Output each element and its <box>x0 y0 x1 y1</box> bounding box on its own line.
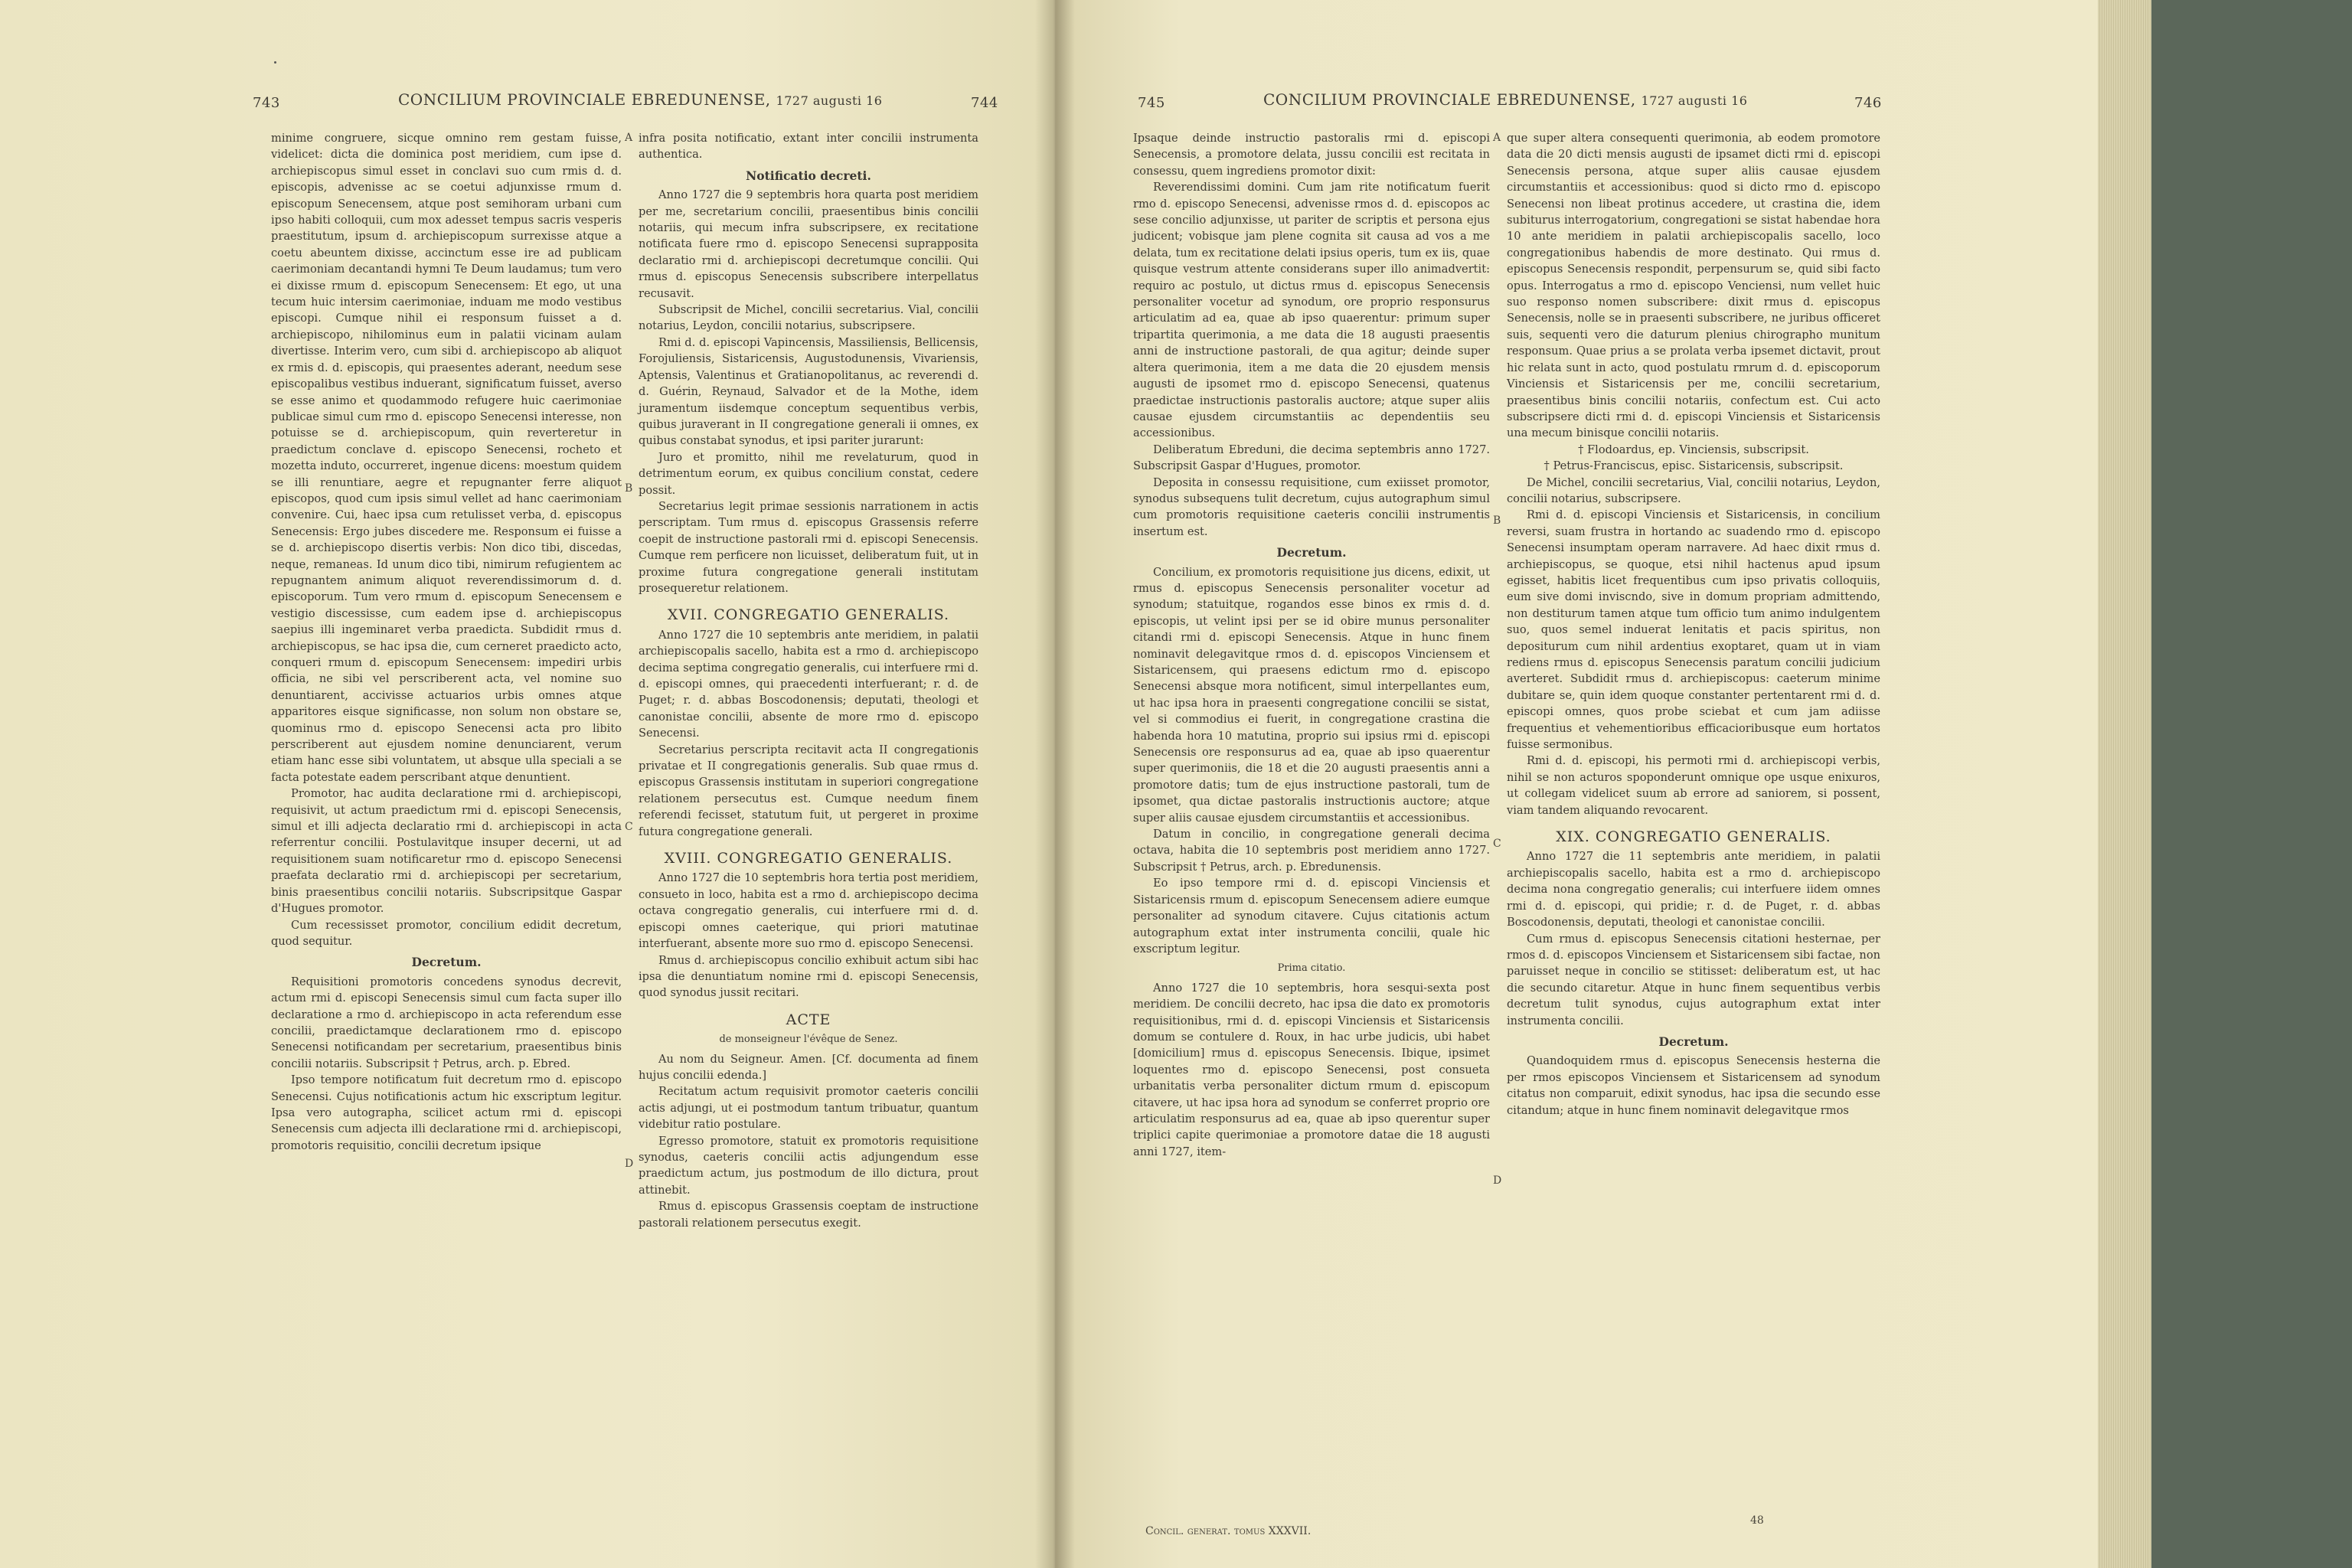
margin-letter-c: C <box>1493 838 1501 850</box>
speck <box>274 61 276 64</box>
paragraph: Ipso tempore notificatum fuit decretum rmo d. episcopo Senecensi. Cujus notificationis actum hic exscriptum legitur. Ipsa vero autographa, scilicet actum rmi d. episcopi Senecensis cum adjecta illi declaratione rmi d. archiepiscopi, promotoris requisitio, concilii decretum ipsique <box>271 1073 622 1152</box>
left-column-2 <box>639 130 978 1231</box>
paragraph: Deposita in consessu requisitione, cum exiisset promotor, synodus subsequens tulit decretum, cujus autographum simul cum promotoris requisitione caeteris concilii instrumentis insertum est. <box>1133 475 1490 538</box>
paragraph: infra posita notificatio, extant inter concilii instrumenta authentica. <box>639 132 978 162</box>
paragraph: Rmi d. d. episcopi Vinciensis et Sistaricensis, in concilium reversi, suam frustra in hortando ac suadendo rmo d. episcopo Senecensi insumptam operam narravere. Ad haec dixit rmus d. archiepiscopus, se quoque, etsi nihil hactenus apud ipsum egisset, habitis licet frequentibus cum ipso privatis colloquiis, eum sive domi inviscndo, sive in domum propriam admittendo, non destiturum tamen atque tum officio tum animo indulgentem suo, quos semel induerat lenitatis et pacis spiritus, non depositurum cum nihil ardentius exoptaret, quam ut in viam rediens rmus d. episcopus Senecensis paratum concilii judicium averteret. Subdidit rmus d. archiepiscopus: caeterum minime dubitare se, quin idem quoque constanter pertentarent rmi d. d. episcopi omnes, quos probe sciebat et cum jam adiisse frequentius et vehementioribus efficacioribusque eum hortatos fuisse sermonibus. <box>1507 508 1880 752</box>
text-line: † Flodoardus, ep. Vinciensis, subscripsit. <box>1578 443 1809 456</box>
margin-letter-b: B <box>625 482 633 495</box>
running-title: CONCILIUM PROVINCIALE EBREDUNENSE, 1727 augusti 16 <box>1263 90 1748 109</box>
paragraph: Rmus d. archiepiscopus concilio exhibuit actum sibi hac ipsa die denuntiatum nomine rmi d. episcopi Senecensis, quod synodus jussit recitari. <box>639 953 978 1000</box>
running-title: CONCILIUM PROVINCIALE EBREDUNENSE, 1727 augusti 16 <box>398 90 883 109</box>
margin-letter-d: D <box>625 1158 634 1170</box>
paragraph: Secretarius perscripta recitavit acta II congregationis privatae et II congregationis generalis. Sub quae rmus d. episcopus Grassensis institutam in superiori congregatione relationem persecutus est. Cumque needum finem referendi fecisset, statutum fuit, ut pergeret in proxime futura congregatione generali. <box>639 743 978 838</box>
paragraph: Egresso promotore, statuit ex promotoris requisitione synodus, caeteris concilii actis adjungendum esse praedictum actum, jus postmodum de illo dictura, prout attinebit. <box>639 1134 978 1197</box>
paragraph: Eo ipso tempore rmi d. d. episcopi Vinciensis et Sistaricensis rmum d. episcopum Senecensem adiere eumque personaliter ad synodum citavere. Cujus citationis actum autographum extat inter instrumenta concilii, quale hic exscriptum legitur. <box>1133 877 1490 956</box>
section-heading: Decretum. <box>1658 1034 1729 1049</box>
section-heading: Notificatio decreti. <box>746 168 871 183</box>
signature-mark: Concil. generat. tomus XXXVII. <box>1145 1525 1312 1537</box>
margin-letter-d: D <box>1493 1174 1502 1187</box>
paragraph: Cum recessisset promotor, concilium edidit decretum, quod sequitur. <box>271 918 622 948</box>
paragraph: minime congruere, sicque omnino rem gestam fuisse, videlicet: dicta die dominica post meridiem, cum ipse d. archiepiscopus simul esset in conclavi suo cum rmis d. d. episcopis, advenisse ac se coetui adjunxisse rmum d. episcopum Senecensem, atque post semihoram urbani cum ipso habiti colloquii, cum mox adesset tempus sacris vesperis praestitutum, ipsum d. archiepiscopum surrexisse atque a coetu abeuntem dixisse, accinctum esse ire ad publicam caerimoniam decantandi hymni Te Deum laudamus; tum vero ei dixisse rmum d. episcopum Senecensem: Et ego, ut una tecum huic intersim caerimoniae, induam me modo vestibus episcopi. Cumque nihil ei responsum fuisset a d. archiepiscopo, nihilominus eum in palatii vicinam aulam divertisse. Interim vero, cum sibi d. archiepiscopo ab aliquot ex rmis d. d. episcopis, qui praesentes aderant, needum sese episcopalibus vestibus induerant, significatum fuisset, averso se esse animo et quodammodo refugere huic caerimoniae publicae simul cum rmo d. episcopo Senecensi interesse, non potuisse se d. archiepiscopum, quin reverteretur in praedictum conclave d. episcopo Senecensi, rocheto et mozetta induto, occurreret, ingenue dicens: moestum quidem se illi renuntiare, aegre et repugnanter ferre aliquot episcopos, quod cum ipsis simul vellet ad hanc caerimoniam convenire. Cui, haec ipsa cum retulisset verba, d. episcopus Senecensis: Ergo jubes discedere me. Responsum ei fuisse a se d. archiepiscopo disertis verbis: Non dico tibi, discedas, neque, remaneas. Id unum dico tibi, nimirum refugientem ac repugnantem animum aliquot reverendissimorum d. d. episcoporum. Tum vero rmum d. episcopum Senecensem e vestigio discessisse, cum eadem ipse d. archiepiscopus saepius illi ingeminaret verba praedicta. Subdidit rmus d. archiepiscopus, se hac ipsa die, cum cerneret praedicto acto, conqueri rmum d. episcopum Senecensem: impediri urbis officia, ne sibi vel perscriberent acta, vel nomine suo denuntiarent, accivisse actuarios urbis omnes atque apparitores eisque significasse, non solum non obstare se, quominus rmo d. episcopo Senecensi acta pro libito perscriberent aut ejusdem nomine denunciarent, verum etiam hanc esse sibi voluntatem, ut absque ulla speciali a se facta potestate eadem perscribant atque denuntient. <box>271 132 622 784</box>
paragraph: De Michel, concilii secretarius, Vial, concilii notarius, Leydon, concilii notarius, subscripsere. <box>1507 475 1880 505</box>
paragraph: que super altera consequenti querimonia, ab eodem promotore data die 20 dicti mensis augusti de ipsamet dicti rmi d. episcopi Senecensis persona, atque super aliis causae ejusdem circumstantiis et accessionibus: quod si dicto rmo d. episcopo Senecensi non libeat protinus accedere, ut crastina die, idem subiturus interrogatorium, congregationi se sistat habendae hora 10 ante meridiem in palatii archiepiscopalis sacello, loco congregationibus habendis de more destinato. Qui rmus d. episcopus Senecensis respondit, perpensurum se, quid sibi facto opus. Interrogatus a rmo d. episcopo Venciensi, num vellet huic suo responso nomen subscribere: dixit rmus d. episcopus Senecensis, nolle se in praesenti subscribere, ne juribus officeret suis, sequenti vero die daturum plenius chirographo munitum responsum. Quae prius a se prolata verba ipsemet dictavit, prout hic relata sunt in acto, quod postulatu rmrum d. d. episcoporum Vinciensis et Sistaricensis per me, concilii secretarium, praesentibus binis concilii notariis, confectum est. Cui acto subscripsere dicti rmi d. d. episcopi Vinciensis et Sistaricensis una mecum binisque concilii notariis. <box>1507 132 1880 440</box>
margin-letter-a: A <box>625 132 633 144</box>
right-page-header <box>1055 90 2098 121</box>
left-page-header <box>0 90 1055 121</box>
text-line: † Petrus-Franciscus, episc. Sistaricensis, subscripsit. <box>1544 459 1844 473</box>
section-heading: Decretum. <box>1276 545 1347 560</box>
paragraph: Ipsaque deinde instructio pastoralis rmi d. episcopi Senecensis, a promotore delata, jussu concilii est recitata in consessu, quem ingrediens promotor dixit: <box>1133 132 1490 178</box>
paragraph: Recitatum actum requisivit promotor caeteris concilii actis adjungi, ut ei postmodum tantum tribuatur, quantum videbitur ratio postulare. <box>639 1085 978 1132</box>
paragraph: Anno 1727 die 11 septembris ante meridiem, in palatii archiepiscopalis sacello, habita est a rmo d. archiepiscopo decima nona congregatio generalis; cui interfuere iidem omnes rmi d. d. episcopi, qui pridie; r. d. de Puget, r. d. abbas Boscodonensis, deputati, theologi et canonistae concilii. <box>1507 850 1880 929</box>
section-heading: Decretum. <box>411 955 482 970</box>
paragraph: Quandoquidem rmus d. episcopus Senecensis hesterna die per rmos episcopos Vinciensem et Sistaricensem ad synodum citatus non comparuit, edixit synodus, hac ipsa die secundo esse citandum; atque in hunc finem nominavit delegavitque rmos <box>1507 1054 1880 1117</box>
paragraph: Anno 1727 die 10 septembris, hora sesqui-sexta post meridiem. De concilii decreto, hac ipsa die dato ex promotoris requisitionibus, rmi d. d. episcopi Vinciensis et Sistaricensis domum se contulere d. Roux, in hac urbe judicis, ubi habet [domicilium] rmus d. episcopus Senecensis. Ibique, ipsimet loquentes rmo d. episcopo Senecensi, post consueta urbanitatis verba personaliter dictum rmum d. episcopum citavere, ut hac ipsa hora ad synodum se conferret proprio ore articulatim responsurus ad ea, quae ab ipso querentur super triplici capite querimoniae a promotore datae die 18 augusti anni 1727, item- <box>1133 981 1490 1158</box>
paragraph: Rmi d. d. episcopi Vapincensis, Massiliensis, Bellicensis, Forojuliensis, Sistaricensis, Augustodunensis, Vivariensis, Aptensis, Valentinus et Gratianopolitanus, ac reverendi d. d. Guérin, Reynaud, Salvador et de la Mothe, idem juramentum iisdemque conceptum sequentibus verbis, quibus juraverant in II congregatione generali ii omnes, ex quibus constabat synodus, et ipsi pariter jurarunt: <box>639 335 978 448</box>
paragraph: Anno 1727 die 10 septembris ante meridiem, in palatii archiepiscopalis sacello, habita est a rmo d. archiepiscopo decima septima congregatio generalis, cui interfuere rmi d. d. episcopi omnes, qui praecedenti interfuerant; r. d. de Puget; r. d. abbas Boscodonensis; deputati, theologi et canonistae concilii, absente de more rmo d. episcopo Senecensi. <box>639 628 978 740</box>
paragraph: Requisitioni promotoris concedens synodus decrevit, actum rmi d. episcopi Senecensis simul cum facta super illo declaratione a rmo d. archiepiscopo in acta referendum esse concilii, praedictamque declarationem rmo d. episcopo Senecensi notificandam per secretarium, praesentibus binis concilii notariis. Subscripsit † Petrus, arch. p. Ebred. <box>271 975 622 1070</box>
margin-letter-c: C <box>625 821 633 833</box>
paragraph: Rmus d. episcopus Grassensis coeptam de instructione pastorali relationem persecutus exegit. <box>639 1200 978 1230</box>
text-line: de monseigneur l'évêque de Senez. <box>719 1034 898 1046</box>
right-page <box>1055 0 2098 1568</box>
right-column-1 <box>1133 130 1490 1160</box>
page-number-743: 743 <box>253 95 280 111</box>
page-number-744: 744 <box>971 95 998 111</box>
text-line: Prima citatio. <box>1277 962 1346 975</box>
paragraph: Reverendissimi domini. Cum jam rite notificatum fuerit rmo d. episcopo Senecensi, advenisse rmos d. d. episcopos ac sese concilio adjunxisse, ut pariter de scriptis et persona ejus judicent; vobisque jam plene cognita sit causa ad vos a me delata, tum ex recitatione delati ipsius operis, tum ex iis, quae quisque vestrum attente considerans super illo animadvertit: requiro ac postulo, ut dictus rmus d. episcopus Senecensis personaliter vocetur ad synodum, ore proprio responsurus articulatim ad ea, quae ab ipso quaerentur: primum super tripartita querimonia, a me data die 18 augusti praesentis anni de instructione pastorali, de qua agitur; deinde super altera querimonia, item a me data die 20 ejusdem mensis augusti de ipsomet rmo d. episcopo Senecensi, quatenus praedictae instructionis pastoralis auctore; atque super aliis causae ejusdem circumstantiis ac dependentiis seu accessionibus. <box>1133 181 1490 440</box>
paragraph: Datum in concilio, in congregatione generali decima octava, habita die 10 septembris post meridiem anno 1727. Subscripsit † Petrus, arch. p. Ebredunensis. <box>1133 828 1490 874</box>
page-edges <box>2098 0 2151 1568</box>
paragraph: Secretarius legit primae sessionis narrationem in actis perscriptam. Tum rmus d. episcopus Grassensis referre coepit de instructione pastorali rmi d. episcopi Senecensis. Cumque rem perficere non licuisset, deliberatum fuit, ut in proxime futura congregatione generali institutam prosequeretur relationem. <box>639 499 978 595</box>
paragraph: Au nom du Seigneur. Amen. [Cf. documenta ad finem hujus concilii edenda.] <box>639 1052 978 1082</box>
paragraph: Rmi d. d. episcopi, his permoti rmi d. archiepiscopi verbis, nihil se non acturos spoponderunt omnique ope usque enixuros, ut collegam videlicet suum ab errore ad saniorem, si possent, viam tandem aliquando revocarent. <box>1507 754 1880 817</box>
paragraph: Anno 1727 die 10 septembris hora tertia post meridiem, consueto in loco, habita est a rmo d. archiepiscopo decima octava congregatio generalis, cui interfuere rmi d. d. episcopi omnes caeterique, qui priori matutinae interfuerant, absente more suo rmo d. episcopo Senecensi. <box>639 871 978 951</box>
paragraph: Deliberatum Ebreduni, die decima septembris anno 1727. Subscripsit Gaspar d'Hugues, promotor. <box>1133 443 1490 473</box>
paragraph: Anno 1727 die 9 septembris hora quarta post meridiem per me, secretarium concilii, praesentibus binis concilii notariis, qui mecum infra subscripsere, ex recitatione notificata fuere rmo d. episcopo Senecensi suprapposita declaratio rmi d. archiepiscopi decretumque concilii. Qui rmus d. episcopus Senecensis subscribere interpellatus recusavit. <box>639 188 978 300</box>
congregation-heading: XIX. CONGREGATIO GENERALIS. <box>1556 828 1831 846</box>
paragraph: Juro et promitto, nihil me revelaturum, quod in detrimentum eorum, ex quibus concilium constat, cedere possit. <box>639 450 978 497</box>
left-column-1 <box>271 130 622 1154</box>
page-number-745: 745 <box>1138 95 1165 111</box>
background-surface <box>2151 0 2352 1568</box>
congregation-heading: XVIII. CONGREGATIO GENERALIS. <box>664 850 953 867</box>
paragraph: Promotor, hac audita declaratione rmi d. archiepiscopi, requisivit, ut actum praedictum rmi d. episcopi Senecensis, simul et illi adjecta declaratio rmi d. archiepiscopi in acta referrentur concilii. Postulavitque insuper decerni, ut ad requisitionem suam notificaretur rmo d. episcopo Senecensi praefata declaratio rmi d. archiepiscopi per secretarium, binis praesentibus concilii notariis. Subscripsitque Gaspar d'Hugues promotor. <box>271 787 622 916</box>
right-column-2 <box>1507 130 1880 1119</box>
margin-letter-a: A <box>1493 132 1501 144</box>
paragraph: Cum rmus d. episcopus Senecensis citationi hesternae, per rmos d. d. episcopos Vinciensem et Sistaricensem sibi factae, non paruisset neque in concilio se stitisset: deliberatum est, ut hac die secundo citaretur. Atque in hunc finem sequentibus verbis decretum tulit synodus, cujus autographum extat inter instrumenta concilii. <box>1507 932 1880 1027</box>
margin-letter-b: B <box>1493 514 1501 527</box>
signature-number: 48 <box>1750 1514 1764 1527</box>
book-gutter <box>1035 0 1075 1568</box>
congregation-heading: XVII. CONGREGATIO GENERALIS. <box>667 606 950 624</box>
paragraph: Concilium, ex promotoris requisitione jus dicens, edixit, ut rmus d. episcopus Senecensis personaliter vocetur ad synodum; statuitque, rogandos esse binos ex rmis d. d. episcopis, ut velint ipsi per se id obire munus personaliter citandi rmi d. episcopi Senecensis. Atque in hunc finem nominavit delegavitque rmos d. d. episcopos Vinciensem et Sistaricensem, qui praesens edictum rmo d. episcopo Senecensi absque mora notificent, simul interpellantes eum, ut hac ipsa hora in praesenti congregatione concilii se sistat, vel si commodius ei fuerit, in congregatione crastina die habenda hora 10 matutina, proprio sui ipsius rmi d. episcopi Senecensis ore responsurus ad ea, quae ab ipso quaerentur super querimoniis, die 18 et die 20 augusti praesentis anni a promotore datis; tum de ejus instructione pastorali, tum de ipsomet, qua dictae pastoralis instructionis auctore; atque super aliis causae ejusdem circumstantiis et accessionibus. <box>1133 565 1490 825</box>
congregation-heading: ACTE <box>786 1011 831 1028</box>
page-number-746: 746 <box>1854 95 1882 111</box>
left-page <box>0 0 1055 1568</box>
paragraph: Subscripsit de Michel, concilii secretarius. Vial, concilii notarius, Leydon, concilii notarius, subscripsere. <box>639 303 978 333</box>
